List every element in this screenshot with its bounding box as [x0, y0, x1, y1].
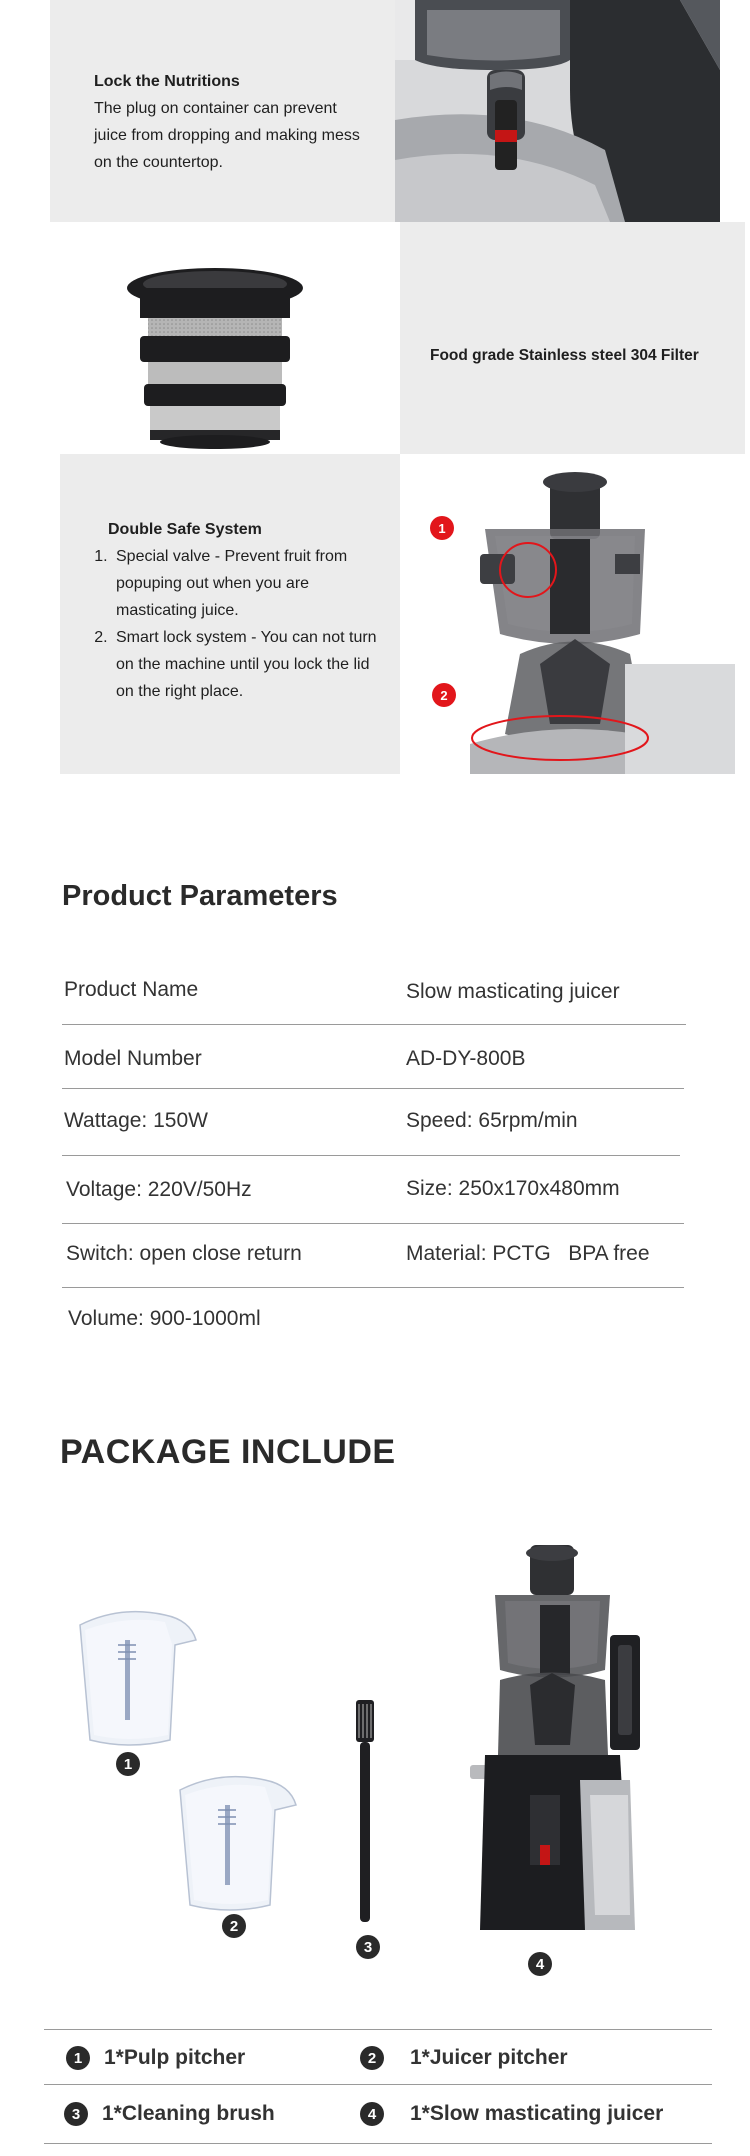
package-image-label-3: 3	[356, 1935, 380, 1959]
param-value-0: Slow masticating juicer	[406, 980, 620, 1003]
params-heading: Product Parameters	[62, 880, 338, 912]
stainless-filter-image	[110, 262, 320, 452]
filter-caption: Food grade Stainless steel 304 Filter	[430, 347, 699, 364]
param-label-3: Voltage: 220V/50Hz	[66, 1178, 252, 1201]
package-item-2	[360, 2030, 568, 2086]
juicer-pitcher-image	[170, 1765, 300, 1915]
param-label-2: Wattage: 150W	[64, 1109, 208, 1132]
param-divider	[62, 1088, 684, 1089]
package-item-label-4: 1*Slow masticating juicer	[410, 2102, 664, 2125]
package-item-number-3: 3	[64, 2102, 88, 2126]
param-value-1: AD-DY-800B	[406, 1047, 526, 1070]
juicer-safety-image	[400, 454, 745, 774]
safe-feature-text	[86, 516, 386, 705]
package-item-number-1: 1	[66, 2046, 90, 2070]
filter-caption-panel	[400, 222, 745, 454]
package-image-label-1: 1	[116, 1752, 140, 1776]
package-image-label-2: 2	[222, 1914, 246, 1938]
param-value-4: Material: PCTG BPA free	[406, 1242, 650, 1265]
param-label-0: Product Name	[64, 978, 199, 1001]
package-item-4	[360, 2086, 663, 2142]
package-heading: PACKAGE INCLUDE	[60, 1433, 396, 1471]
safety-marker-1: 1	[438, 521, 446, 536]
package-item-number-4: 4	[360, 2102, 384, 2126]
param-label-5: Volume: 900-1000ml	[68, 1307, 261, 1330]
package-divider	[44, 2084, 712, 2085]
param-divider	[62, 1223, 684, 1224]
package-item-number-2: 2	[360, 2046, 384, 2070]
package-divider	[44, 2143, 712, 2144]
package-image-label-4: 4	[528, 1952, 552, 1976]
lock-feature-text	[94, 68, 374, 176]
param-label-1: Model Number	[64, 1047, 202, 1070]
param-value-3: Size: 250x170x480mm	[406, 1177, 620, 1200]
package-item-3	[64, 2086, 275, 2142]
param-divider	[62, 1155, 680, 1156]
cleaning-brush-image	[350, 1700, 380, 1925]
safety-marker-2: 2	[440, 688, 448, 703]
safe-feature-title: Double Safe System	[108, 521, 262, 538]
package-item-label-3: 1*Cleaning brush	[102, 2102, 275, 2125]
param-value-2: Speed: 65rpm/min	[406, 1109, 578, 1132]
slow-juicer-image	[470, 1545, 645, 1930]
pulp-pitcher-image	[70, 1600, 200, 1750]
lock-feature-title: Lock the Nutritions	[94, 73, 240, 90]
param-label-4: Switch: open close return	[66, 1242, 302, 1265]
safe-feature-list	[86, 543, 386, 705]
package-row-1	[44, 2030, 712, 2086]
safe-feature-item-2: 2. Smart lock system - You can not turn on the machine until you lock the lid on the right place.	[112, 624, 386, 705]
param-divider	[62, 1287, 684, 1288]
package-row-2	[44, 2086, 712, 2142]
lock-feature-body: The plug on container can prevent juice from dropping and making mess on the countertop.	[94, 100, 360, 171]
package-item-1	[66, 2030, 245, 2086]
param-divider	[62, 1024, 686, 1025]
package-item-label-1: 1*Pulp pitcher	[104, 2046, 246, 2069]
safe-feature-item-1: 1. Special valve - Prevent fruit from popuping out when you are masticating juice.	[112, 543, 386, 624]
juicer-spout-image	[395, 0, 720, 222]
package-item-label-2: 1*Juicer pitcher	[410, 2046, 568, 2069]
